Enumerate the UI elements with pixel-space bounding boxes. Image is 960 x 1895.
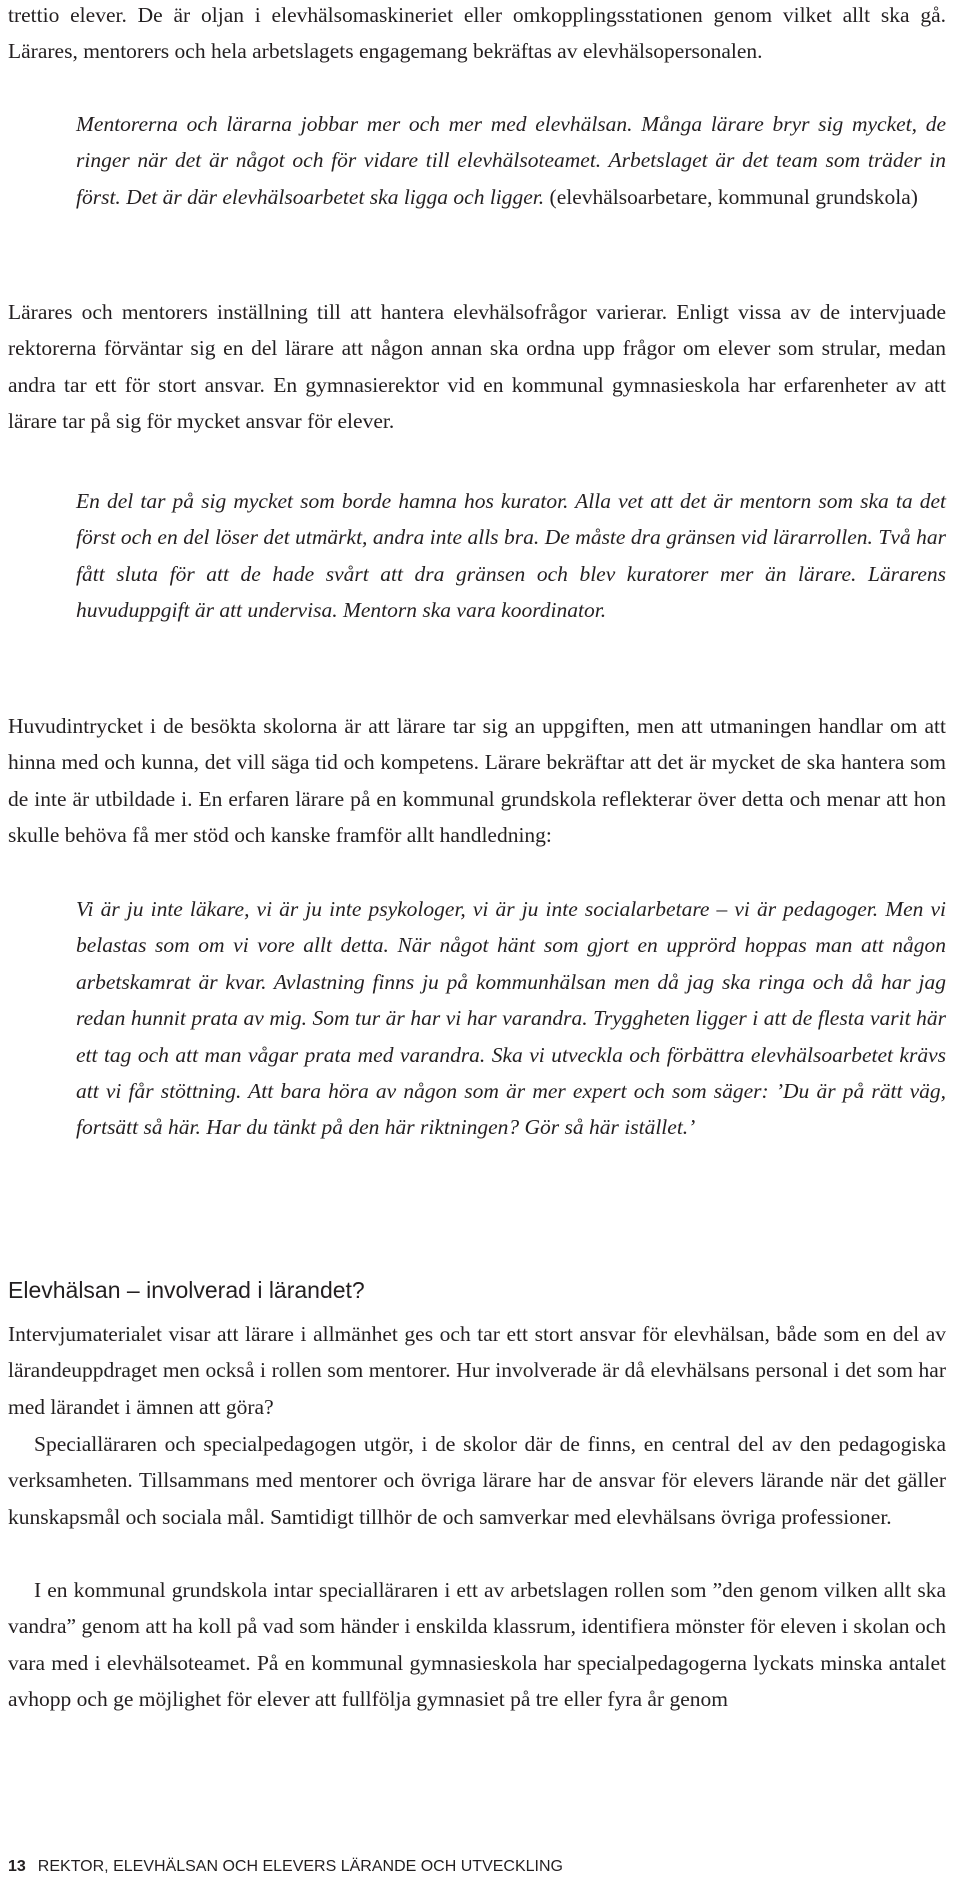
- section-paragraph-3: I en kommunal grundskola intar specialläraren i ett av arbetslagen rollen som ”den genom vilken allt ska vandra” genom att ha koll på vad som händer i enskilda klassrum, identifiera mönster för eleven i skolan och vara med i elevhälsoteamet. På en kommunal gymnasieskola har specialpedagogerna lyckats minska antalet avhopp och ge möjlighet för elever att fullfölja gymnasiet på tre eller fyra år genom: [8, 1578, 946, 1712]
- block-quote-gymnasierektor: En del tar på sig mycket som borde hamna hos kurator. Alla vet att det är mentorn som ska ta det först och en del löser det utmärkt, andra inte alls bra. De måste dra gränsen vid lärarrollen. Två har fått sluta för att de hade svårt att dra gränsen och blev kuratorer mer än lärare. Lärarens huvuduppgift är att undervisa. Mentorn ska vara koordinator.: [76, 489, 946, 623]
- section-paragraph-2: Specialläraren och specialpedagogen utgör, i de skolor där de finns, en central del av den pedagogiska verksamheten. Tillsammans med mentorer och övriga lärare har de ansvar för elevers lärande när det gäller kunskapsmål och sociala mål. Samtidigt tillhör de och samverkar med elevhälsans övriga professioner.: [8, 1432, 946, 1529]
- block-quote-larare: Vi är ju inte läkare, vi är ju inte psykologer, vi är ju inte socialarbetare – vi är pedagoger. Men vi belastas som om vi vore allt detta. När något hänt som gjort en upprörd hoppas man att någon arbetskamrat är kvar. Avlastning finns ju på kommunhälsan men då jag ska ringa och då har jag redan hunnit prata av mig. Som tur är har vi har varandra. Tryggheten ligger i att de flesta varit här ett tag och att man vågar prata med varandra. Ska vi utveckla och förbättra elevhälsoarbetet krävs att vi får stöttning. Att bara höra av någon som är mer expert och som säger: ’Du är på rätt väg, fortsätt så här. Har du tänkt på den här riktningen? Gör så här istället.’: [76, 897, 946, 1140]
- body-paragraph-intro: trettio elever. De är oljan i elevhälsomaskineriet eller omkopplingsstationen genom vilket allt ska gå. Lärares, mentorers och hela arbetslagets engagemang bekräftas av elevhälsopersonalen.: [8, 3, 946, 64]
- running-title: REKTOR, ELEVHÄLSAN OCH ELEVERS LÄRANDE OCH UTVECKLING: [37, 1858, 563, 1875]
- body-paragraph-main-impression: Huvudintrycket i de besökta skolorna är att lärare tar sig an uppgiften, men att utmaningen handlar om att hinna med och kunna, det vill säga tid och kompetens. Lärare bekräftar att det är mycket de ska hantera som de inte är utbildade i. En erfaren lärare på en kommunal grundskola reflekterar över detta och menar att hon skulle behöva få mer stöd och kanske framför allt handledning:: [8, 714, 946, 848]
- body-paragraph-attitudes: Lärares och mentorers inställning till att hantera elevhälsofrågor varierar. Enligt vissa av de intervjuade rektorerna förväntar sig en del lärare att någon annan ska ordna upp frågor om elever som strular, medan andra tar ett för stort ansvar. En gymnasierektor vid en kommunal gymnasieskola har erfarenheter av att lärare tar på sig för mycket ansvar för elever.: [8, 300, 946, 434]
- quote-text: Mentorerna och lärarna jobbar mer och mer med elevhälsan. Många lärare bryr sig mycket, de ringer när det är något och för vidare till elevhälsoteamet. Arbetslaget är det team som träder in först. Det är där elevhälsoarbetet ska ligga och ligger.: [76, 112, 946, 209]
- page-number: 13: [8, 1858, 26, 1875]
- quote-source: (elevhälsoarbetare, kommunal grundskola): [544, 184, 918, 209]
- section-heading: Elevhälsan – involverad i lärandet?: [8, 1277, 365, 1303]
- block-quote-elevhalsoarbetare: [8, 106, 946, 215]
- section-paragraph-1: Intervjumaterialet visar att lärare i allmänhet ges och tar ett stort ansvar för elevhälsan, både som en del av lärandeuppdraget men också i rollen som mentorer. Hur involverade är då elevhälsans personal i det som har med lärandet i ämnen att göra?: [8, 1322, 946, 1419]
- page-footer: [8, 1857, 563, 1877]
